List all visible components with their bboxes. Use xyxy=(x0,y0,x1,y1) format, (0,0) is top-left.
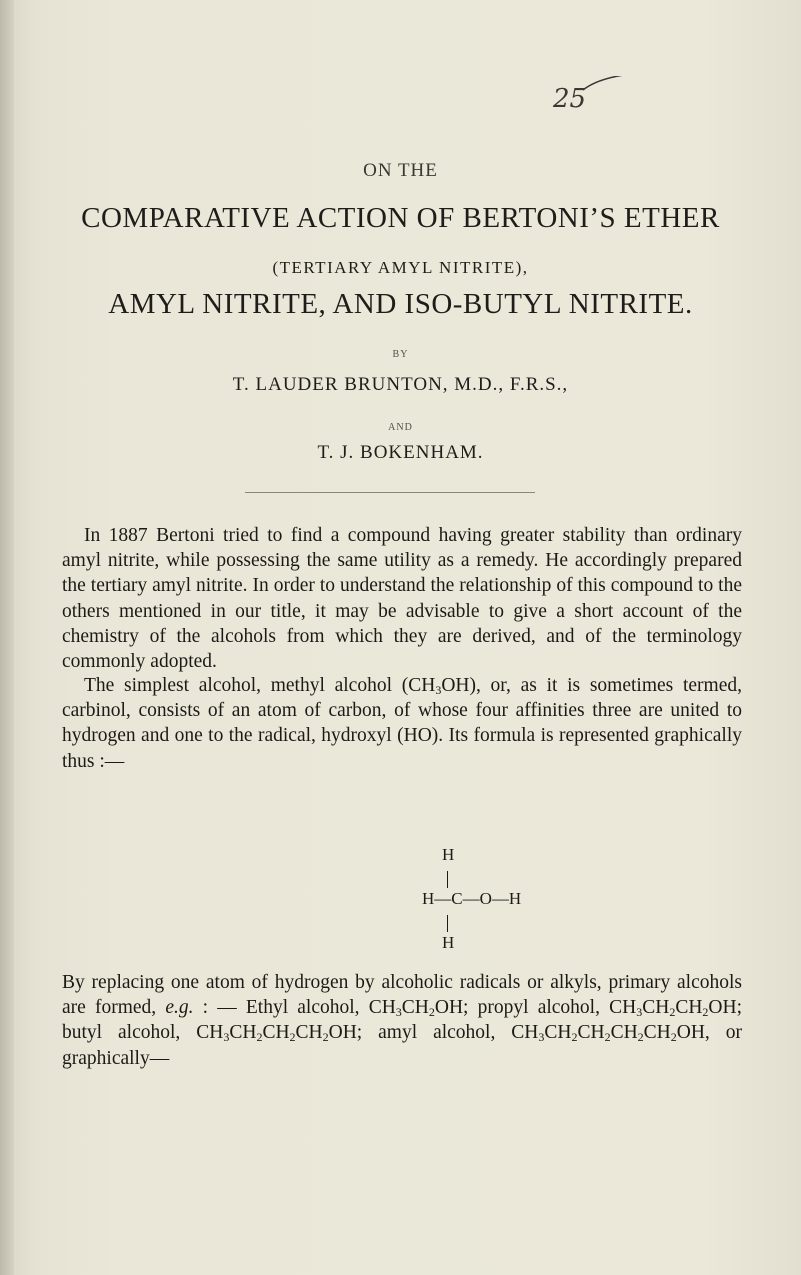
handwritten-page-mark xyxy=(553,76,633,116)
subscript: 3 xyxy=(223,1030,230,1045)
paragraph-3-text: OH, or graphically— xyxy=(62,1022,742,1069)
subscript: 2 xyxy=(604,1030,611,1045)
heading-on-the: ON THE xyxy=(363,160,438,181)
paragraph-3-text: OH; amyl alcohol, CH xyxy=(328,1022,539,1044)
formula-bottom-atom: H xyxy=(442,933,455,952)
paragraph-2-text-a: The simplest alcohol, methyl alcohol (CH xyxy=(84,675,436,696)
subscript: 2 xyxy=(289,1030,296,1045)
subscript: 2 xyxy=(669,1005,676,1020)
paragraph-3-text: CH xyxy=(610,1022,638,1044)
paragraph-2 xyxy=(62,673,742,774)
paragraph-3-eg: e.g. xyxy=(165,997,194,1019)
paragraph-1 xyxy=(62,523,742,674)
subscript: 2 xyxy=(670,1030,677,1045)
paragraph-3-text: OH; butyl alcohol, CH xyxy=(62,997,742,1044)
paragraph-3 xyxy=(62,970,742,1071)
paragraph-1-text: In 1887 Bertoni tried to find a compound having greater stability than ordinary amyl nitrite, while possessing the same utility as a remedy. He accordingly prepared the tertiary amyl nitrite. In order to understand the relationship of this compound to the others mentioned in our title, it may be advisable to give a short account of the chemistry of the alcohols from which they are derived, and of the terminology commonly adopted. xyxy=(62,525,742,673)
subscript: 3 xyxy=(636,1005,643,1020)
paragraph-2-text-b: OH), or, as it is sometimes termed, carbinol, consists of an atom of carbon, of whose four affinities three are united to hydrogen and one to the radical, hydroxyl (HO). Its formula is represented graphically thus :— xyxy=(62,675,742,772)
formula-bond-bottom xyxy=(447,915,448,932)
paragraph-3-text: CH xyxy=(577,1022,605,1044)
subscript: 2 xyxy=(428,1005,435,1020)
paragraph-3-text: CH xyxy=(643,1022,671,1044)
subscript: 3 xyxy=(395,1005,402,1020)
handwritten-number: 25 xyxy=(553,84,587,114)
paragraph-3-text: CH xyxy=(229,1022,257,1044)
paragraph-3-text: OH; propyl alcohol, CH xyxy=(434,997,637,1019)
subscript: 2 xyxy=(637,1030,644,1045)
methyl-alcohol-structural-formula xyxy=(420,845,560,975)
paragraph-3-text: CH xyxy=(544,1022,572,1044)
author-2: T. J. BOKENHAM. xyxy=(317,442,484,463)
binding-edge xyxy=(0,0,14,1275)
formula-bond-top xyxy=(447,871,448,888)
subscript: 2 xyxy=(256,1030,263,1045)
paragraph-3-text: CH xyxy=(675,997,703,1019)
subscript: 2 xyxy=(322,1030,329,1045)
subscript: 3 xyxy=(538,1030,545,1045)
paragraph-3-text: CH xyxy=(295,1022,323,1044)
paragraph-3-text: CH xyxy=(262,1022,290,1044)
byline-by: BY xyxy=(392,349,409,360)
paragraph-3-text: By replacing one atom of hydrogen by alcoholic radicals or alkyls, primary alcohols are formed, xyxy=(62,972,742,1019)
subscript: 2 xyxy=(571,1030,578,1045)
formula-middle-row: H—C—O—H xyxy=(422,889,522,908)
paragraph-3-text: CH xyxy=(401,997,429,1019)
paragraph-3-text: CH xyxy=(642,997,670,1019)
paragraph-3-text: : — Ethyl alcohol, CH xyxy=(193,997,396,1019)
title-line-2: (TERTIARY AMYL NITRITE), xyxy=(272,258,529,277)
subscript: 3 xyxy=(435,683,442,697)
author-1: T. LAUDER BRUNTON, M.D., F.R.S., xyxy=(232,374,569,395)
subscript: 2 xyxy=(702,1005,709,1020)
title-line-3: AMYL NITRITE, AND ISO-BUTYL NITRITE. xyxy=(108,288,693,320)
handwritten-flourish-icon xyxy=(553,76,633,116)
section-divider xyxy=(245,492,535,493)
byline-and: AND xyxy=(388,422,413,433)
title-line-1: COMPARATIVE ACTION OF BERTONI’S ETHER xyxy=(81,202,720,234)
formula-top-atom: H xyxy=(442,845,455,864)
